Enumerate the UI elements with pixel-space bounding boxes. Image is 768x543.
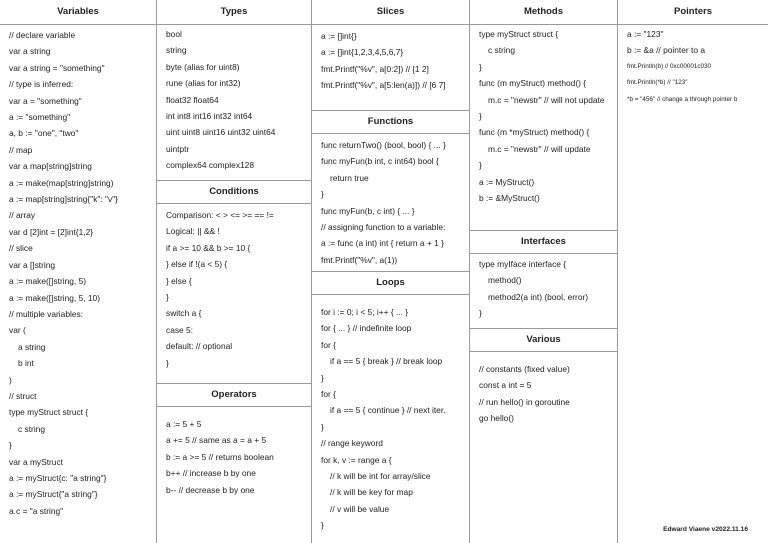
- section-title-types: Types: [157, 0, 311, 25]
- code-line: if a == 5 { continue } // next iter.: [330, 405, 446, 416]
- section-title-conditions: Conditions: [157, 180, 311, 204]
- code-line: }: [321, 189, 324, 200]
- code-line: var a map[string]string: [9, 161, 92, 172]
- section-title-methods: Methods: [470, 0, 617, 25]
- code-line: func myFun(b int, c int64) bool {: [321, 156, 439, 167]
- methods-code: [470, 26, 617, 206]
- code-line: b++ // increase b by one: [166, 468, 256, 479]
- code-line: // map: [9, 144, 33, 155]
- section-title-loops: Loops: [312, 271, 469, 295]
- code-line: b-- // decrease b by one: [166, 484, 255, 495]
- code-line: // multiple variables:: [9, 308, 84, 319]
- code-line: // array: [9, 210, 36, 221]
- code-line: a := func (a int) int { return a + 1 }: [321, 238, 444, 249]
- code-line: b := a >= 5 // returns boolean: [166, 451, 274, 462]
- code-line: if a >= 10 && b >= 10 {: [166, 242, 251, 253]
- code-line: // k will be int for array/slice: [330, 471, 431, 482]
- code-line: // slice: [9, 243, 33, 254]
- code-line: a := MyStruct(): [479, 176, 535, 187]
- code-line: const a int = 5: [479, 380, 532, 391]
- code-line: fmt.Println(*b) // "123": [627, 79, 688, 87]
- code-line: }: [321, 372, 324, 383]
- code-line: func (m *myStruct) method() {: [479, 127, 590, 138]
- code-line: var a string: [9, 46, 51, 57]
- code-line: a := "123": [627, 29, 664, 39]
- code-line: b := &a // pointer to a: [627, 45, 705, 56]
- code-line: // assigning function to a variable:: [321, 222, 446, 233]
- code-line: a := myStruct{c: "a string"}: [9, 472, 107, 483]
- code-line: }: [321, 520, 324, 531]
- section-title-operators: Operators: [157, 383, 311, 407]
- code-line: ): [9, 374, 12, 385]
- code-line: type myStruct struct {: [479, 29, 559, 39]
- code-line: a string: [18, 341, 46, 352]
- code-line: fmt.Printf("%v", a[0:2]) // [1 2]: [321, 63, 429, 74]
- functions-code: [312, 137, 469, 268]
- code-line: }: [479, 308, 482, 319]
- code-line: // type is inferred:: [9, 79, 74, 90]
- code-line: a += 5 // same as a = a + 5: [166, 435, 267, 446]
- code-line: uintptr: [166, 143, 190, 154]
- code-line: } else {: [166, 275, 192, 286]
- code-line: a := make([]string, 5, 10): [9, 292, 101, 303]
- code-line: a := map[string]string{"k": "v"}: [9, 194, 118, 205]
- code-line: m.c = "newstr" // will update: [488, 143, 591, 154]
- code-line: }: [479, 160, 482, 171]
- code-line: a := []int{}: [321, 31, 357, 41]
- code-line: }: [321, 421, 324, 432]
- code-line: go hello(): [479, 413, 514, 424]
- code-line: Comparison: < > <= >= == !=: [166, 210, 274, 220]
- code-line: // constants (fixed value): [479, 364, 570, 374]
- code-line: func (m myStruct) method() {: [479, 78, 587, 89]
- section-title-slices: Slices: [312, 0, 469, 25]
- code-line: byte (alias for uint8): [166, 61, 240, 72]
- code-line: for i := 0; i < 5; i++ { ... }: [321, 307, 409, 317]
- code-line: if a == 5 { break } // break loop: [330, 356, 443, 367]
- column-methods: [470, 0, 618, 543]
- code-line: a := myStruct{"a string"}: [9, 489, 98, 500]
- code-line: string: [166, 45, 187, 56]
- section-title-functions: Functions: [312, 110, 469, 134]
- code-line: a := []int{1,2,3,4,5,6,7}: [321, 47, 404, 58]
- code-line: m.c = "newstr" // will not update: [488, 94, 605, 105]
- code-line: var a []string: [9, 259, 56, 270]
- code-line: default: // optional: [166, 341, 233, 352]
- code-line: *b = "456" // change a through pointer b: [627, 95, 738, 103]
- code-line: complex64 complex128: [166, 160, 254, 171]
- code-line: a.c = "a string": [9, 505, 64, 516]
- code-line: // k will be key for map: [330, 487, 413, 498]
- code-line: var d [2]int = [2]int{1,2}: [9, 226, 94, 237]
- code-line: b int: [18, 358, 34, 369]
- code-line: Logical: || && !: [166, 226, 220, 237]
- code-line: func returnTwo() (bool, bool) { ... }: [321, 140, 446, 150]
- various-code: [470, 361, 617, 427]
- code-line: var (: [9, 325, 26, 336]
- code-line: // declare variable: [9, 30, 76, 40]
- section-title-interfaces: Interfaces: [470, 230, 617, 254]
- code-line: for k, v := range a {: [321, 454, 392, 465]
- code-line: var a string = "something": [9, 62, 105, 73]
- interfaces-code: [470, 256, 617, 322]
- code-line: // struct: [9, 390, 37, 401]
- code-line: // v will be value: [330, 503, 390, 514]
- code-line: var a myStruct: [9, 456, 63, 467]
- code-line: }: [479, 61, 482, 72]
- code-line: c string: [488, 45, 515, 56]
- column-variables: [0, 0, 157, 543]
- author-signature: Edward Viaene v2022.11.16: [663, 526, 748, 533]
- variables-code: [0, 27, 156, 519]
- code-line: type myIface interface {: [479, 259, 567, 269]
- code-line: }: [9, 440, 12, 451]
- code-line: fmt.Println(b) // 0xc00001c030: [627, 62, 711, 70]
- code-line: for { ... } // indefinite loop: [321, 323, 412, 334]
- section-title-variables: Variables: [0, 0, 156, 25]
- code-line: fmt.Printf("%v", a(1)): [321, 254, 398, 265]
- code-line: a := make(map[string]string): [9, 177, 114, 188]
- code-line: method(): [488, 275, 522, 286]
- section-title-pointers: Pointers: [618, 0, 768, 25]
- section-title-various: Various: [470, 328, 617, 352]
- code-line: var a = "something": [9, 95, 82, 106]
- pointers-code: [618, 26, 768, 108]
- code-line: case 5:: [166, 324, 194, 335]
- code-line: // range keyword: [321, 438, 383, 449]
- code-line: // run hello() in goroutine: [479, 396, 570, 407]
- code-line: fmt.Printf("%v", a[5:len(a)]) // [6 7]: [321, 80, 446, 91]
- code-line: } else if !(a < 5) {: [166, 259, 228, 270]
- column-pointers: [618, 0, 768, 543]
- code-line: return true: [330, 172, 369, 183]
- slices-code: [312, 28, 469, 94]
- code-line: float32 float64: [166, 94, 219, 105]
- code-line: type myStruct struct {: [9, 407, 89, 418]
- code-line: a := 5 + 5: [166, 419, 202, 429]
- code-line: uint uint8 uint16 uint32 uint64: [166, 127, 276, 138]
- code-line: b := &MyStruct(): [479, 193, 540, 204]
- code-line: bool: [166, 29, 182, 39]
- code-line: a := make([]string, 5): [9, 276, 87, 287]
- conditions-code: [157, 207, 311, 371]
- operators-code: [157, 416, 311, 498]
- types-code: [157, 26, 311, 174]
- code-line: method2(a int) (bool, error): [488, 291, 589, 302]
- code-line: for {: [321, 389, 336, 400]
- loops-code: [312, 304, 469, 534]
- code-line: }: [166, 357, 169, 368]
- column-slices: [312, 0, 470, 543]
- code-line: func myFun(b, c int) { ... }: [321, 205, 415, 216]
- column-types: [157, 0, 312, 543]
- code-line: a, b := "one", "two": [9, 128, 79, 139]
- code-line: }: [166, 292, 169, 303]
- code-line: int int8 int16 int32 int64: [166, 111, 253, 122]
- code-line: for {: [321, 339, 336, 350]
- code-line: switch a {: [166, 308, 202, 319]
- code-line: }: [479, 111, 482, 122]
- code-line: c string: [18, 423, 45, 434]
- code-line: rune (alias for int32): [166, 78, 241, 89]
- code-line: a := "something": [9, 112, 71, 123]
